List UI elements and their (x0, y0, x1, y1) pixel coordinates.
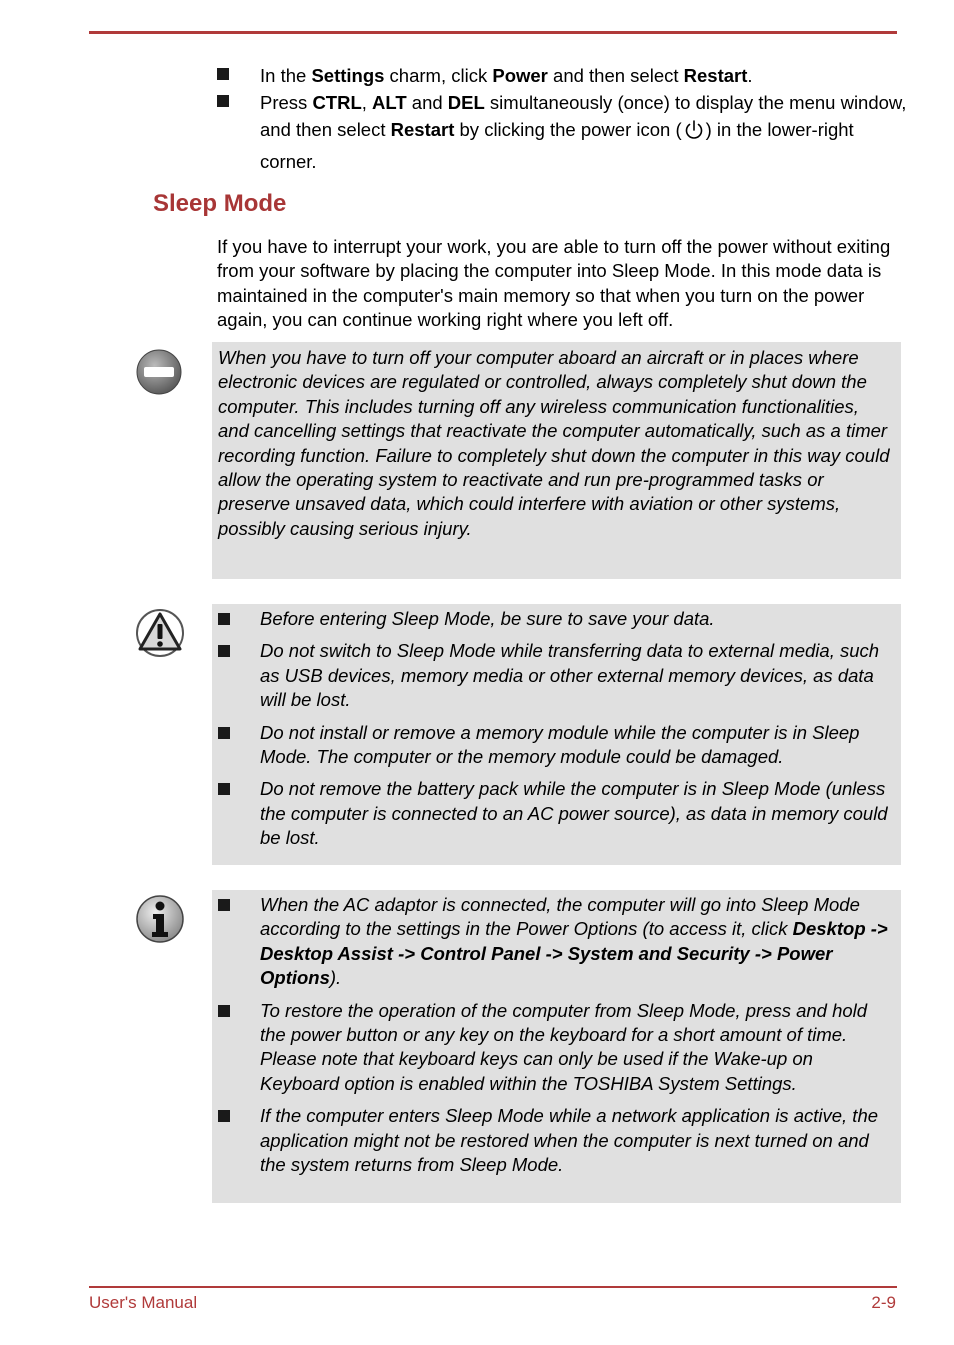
bullet-square (218, 613, 230, 625)
no-entry-icon (135, 348, 183, 401)
list-item (212, 721, 893, 770)
list-item (212, 777, 893, 850)
text-run: Do not install or remove a memory module while the computer is in Sleep Mode. The computer or the memory module could be damaged. (260, 721, 860, 768)
text-run: Before entering Sleep Mode, be sure to save your data. (260, 608, 715, 629)
info-item-text (260, 894, 888, 988)
bold-text: Desktop -> Desktop Assist -> Control Panel -> System and Security -> Power Options (260, 918, 888, 989)
list-item (212, 639, 893, 712)
info-note (212, 890, 901, 1203)
text-run: , (361, 92, 373, 113)
bullet-square (217, 68, 229, 80)
prohibition-note-text: When you have to turn off your computer aboard an aircraft or in places where electronic devices are regulated or controlled, always completely shut down the computer. This includes turning off any wireless communication functionalities, and cancelling settings that reactivate the computer automatically, such as a timer recording function. Failure to completely shut down the computer in this way could allow the operating system to reactivate and run pre-programmed tasks or preserve unsaved data, which could interfere with aviation or other systems, possibly causing serious injury. (218, 347, 890, 539)
footer-title: User's Manual (89, 1293, 198, 1312)
text-run: When the AC adaptor is connected, the computer will go into Sleep Mode according to the settings in the Power Options (to access it, click (260, 894, 860, 940)
bold-text: CTRL (312, 92, 362, 113)
text-run: by clicking the power icon ( (454, 119, 682, 140)
bold-text: ALT (372, 92, 407, 113)
footer-rule (89, 1286, 897, 1288)
power-icon (683, 119, 705, 148)
bullet-square (218, 783, 230, 795)
list-item (217, 89, 907, 175)
list-item (212, 607, 893, 631)
bold-text: Power (492, 65, 548, 86)
list-item (212, 893, 893, 991)
text-run: If the computer enters Sleep Mode while a network application is active, the application might not be restored when the computer is next turned on and the system returns from Sleep Mode. (260, 1105, 879, 1176)
list-item (217, 62, 907, 89)
warning-icon (135, 608, 185, 663)
text-run: Do not switch to Sleep Mode while transferring data to external media, such as USB devices, memory media or other external memory devices, as data will be lost. (260, 640, 880, 711)
restart-steps-list (217, 62, 907, 175)
bold-text: DEL (447, 92, 485, 113)
caution-item-text (260, 608, 715, 629)
caution-item-text (260, 722, 859, 767)
text-run: Do not remove the battery pack while the computer is in Sleep Mode (unless the computer is connected to an AC power source), as data in memory could be lost. (260, 778, 888, 849)
bold-text: Settings (311, 65, 385, 86)
text-run: . (747, 65, 753, 86)
text-run: and then select (547, 65, 684, 86)
prohibition-note (212, 342, 901, 579)
caution-list (212, 607, 893, 851)
bullet-square (218, 645, 230, 657)
list-item (212, 1104, 893, 1177)
list-item (212, 999, 893, 1097)
text-run: ) in the lower-right corner. (260, 119, 854, 172)
text-run: simultaneously (once) to display the menu window, and then select (260, 92, 907, 140)
text-run: To restore the operation of the computer from Sleep Mode, press and hold the power button or any key on the keyboard for a short amount of time. Please note that keyboard keys can only be used if the Wake-up on Keyboard option is enabled within the TOSHIBA System Settings. (260, 999, 868, 1094)
info-icon (135, 894, 185, 949)
bullet-square (218, 899, 230, 911)
page-number: 2-9 (871, 1293, 896, 1312)
bold-text: Restart (390, 119, 455, 140)
bullet-square (218, 1110, 230, 1122)
text-run: In the (260, 65, 312, 86)
bullet-square (218, 1005, 230, 1017)
text-run: ). (329, 967, 342, 989)
text-run: Press (260, 92, 313, 113)
info-list (212, 893, 893, 1177)
section-title: Sleep Mode (153, 190, 287, 217)
header-rule (89, 31, 897, 34)
bullet-square (218, 727, 230, 739)
caution-item-text (260, 640, 879, 710)
caution-note (212, 604, 901, 865)
info-item-text (260, 1000, 867, 1094)
text-run: charm, click (384, 65, 493, 86)
caution-item-text (260, 778, 888, 848)
bullet-square (217, 95, 229, 107)
text-run: and (406, 92, 448, 113)
restart-step-text (260, 92, 906, 172)
bold-text: Restart (683, 65, 748, 86)
restart-step-text (260, 65, 753, 86)
section-intro: If you have to interrupt your work, you are able to turn off the power without exiting from your software by placing the computer into Sleep Mode. In this mode data is maintained in the computer's main memory so that when you turn on the power again, you can continue working right where you left off. (217, 236, 891, 331)
info-item-text (260, 1105, 878, 1175)
